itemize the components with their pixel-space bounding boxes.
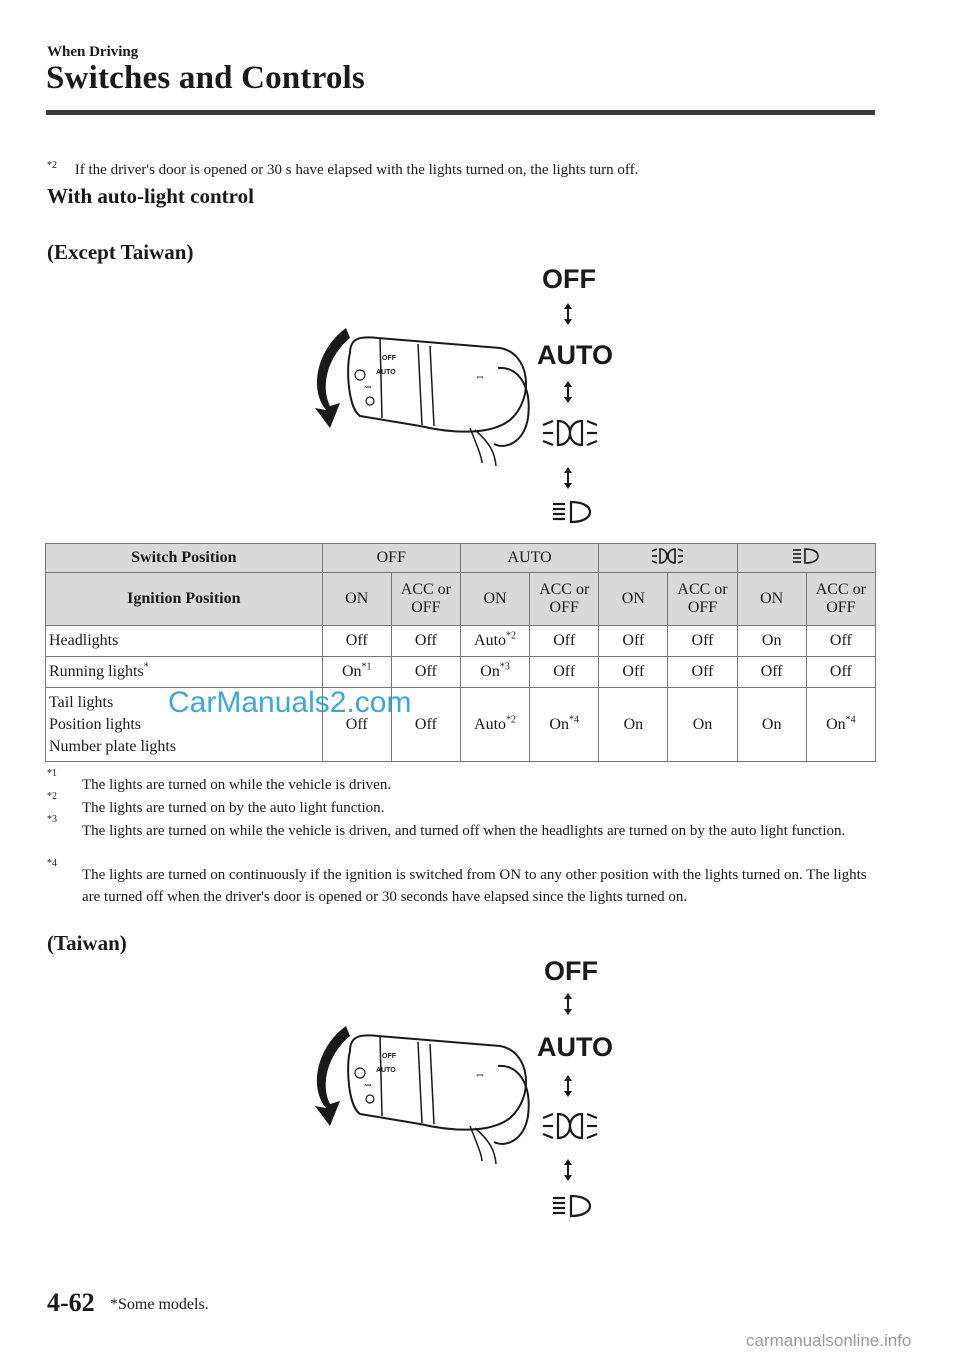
- table-cell: On$^{*3}$: [460, 657, 529, 688]
- table-row: [46, 626, 876, 657]
- table-cell: Off: [737, 657, 806, 688]
- stalk-auto-label: AUTO: [376, 1067, 396, 1074]
- table-cell: Off: [530, 657, 599, 688]
- off-label: OFF: [544, 956, 598, 986]
- ignition-row: [46, 573, 876, 626]
- table-cell: Off: [322, 688, 391, 762]
- table-cell: Auto$^{*2}$: [460, 626, 529, 657]
- table-cell: Off: [530, 626, 599, 657]
- switch-stalk: [348, 337, 529, 466]
- page-title: Switches and Controls: [46, 60, 365, 96]
- footnote: *2 The lights are turned on by the auto light function.: [47, 797, 877, 819]
- stalk-auto-label: AUTO: [376, 369, 396, 376]
- ignition-col: ON: [737, 573, 806, 626]
- arrow-updown-icon: [564, 993, 572, 1015]
- footnote: *1 The lights are turned on while the vehicle is driven.: [47, 774, 877, 796]
- row-label-tail-lights: Tail lights Position lights Number plate lights: [46, 688, 323, 762]
- table-cell: On$^{*4}$: [806, 688, 875, 762]
- light-switch-diagram-taiwan: [300, 948, 640, 1223]
- header-rule: [46, 110, 875, 115]
- watermark-text: CarManuals2.com: [168, 686, 412, 719]
- parking-light-header: [599, 544, 737, 573]
- heading-except-taiwan: (Except Taiwan): [47, 240, 194, 264]
- parking-light-icon: [543, 421, 597, 445]
- headlight-icon: [553, 1196, 590, 1216]
- rotation-arrow-icon: [315, 328, 350, 428]
- ignition-col: ACC or OFF: [391, 573, 460, 626]
- table-cell: Off: [391, 626, 460, 657]
- table-cell: Off: [668, 657, 737, 688]
- table-cell: Auto$^{*2}$: [460, 688, 529, 762]
- footnote-text: The lights are turned on while the vehicle is driven.: [82, 777, 392, 793]
- ignition-col: ACC or OFF: [806, 573, 875, 626]
- switch-position-header: Switch Position: [46, 544, 323, 573]
- stalk-parking-icon: ⇝: [364, 382, 372, 392]
- footnote-mark: *2: [47, 160, 57, 171]
- stalk-lane-icon: ⇔: [474, 1067, 486, 1081]
- table-cell: On: [668, 688, 737, 762]
- heading-taiwan: (Taiwan): [47, 931, 127, 955]
- section-label: When Driving: [47, 44, 139, 60]
- ignition-col: ACC or OFF: [668, 573, 737, 626]
- headlight-header: [737, 544, 875, 573]
- ignition-col: ON: [460, 573, 529, 626]
- auto-header: AUTO: [460, 544, 598, 573]
- footnote-text: If the driver's door is opened or 30 s have elapsed with the lights turned on, the lights turn off.: [74, 162, 639, 178]
- arrow-updown-icon: [564, 381, 572, 403]
- table-cell: On: [737, 626, 806, 657]
- table-cell: On$^{*4}$: [530, 688, 599, 762]
- headlight-icon: [791, 547, 821, 565]
- arrow-updown-icon: [564, 467, 572, 489]
- table-cell: Off: [322, 626, 391, 657]
- row-label-headlights: Headlights: [46, 626, 323, 657]
- table-cell: Off: [806, 657, 875, 688]
- table-cell: Off: [391, 657, 460, 688]
- footnote-text: The lights are turned on continuously if the ignition is switched from ON to any other position with the lights turned on. The lights are turned off when the driver's door is opened or 30 seconds have elapsed since the lights turned on.: [82, 867, 867, 905]
- off-header: OFF: [322, 544, 460, 573]
- parking-light-icon: [651, 547, 685, 565]
- page-number: 4-62: [47, 1288, 95, 1317]
- table-cell: Off: [599, 626, 668, 657]
- arrow-updown-icon: [564, 1159, 572, 1181]
- arrow-updown-icon: [564, 1075, 572, 1097]
- ignition-col: ON: [599, 573, 668, 626]
- light-status-table: [45, 543, 876, 762]
- footnote-text: The lights are turned on by the auto light function.: [82, 800, 385, 816]
- arrow-updown-icon: [564, 303, 572, 325]
- stalk-lane-icon: ⇔: [474, 369, 486, 383]
- table-row: [46, 657, 876, 688]
- footnote: *4 The lights are turned on continuously if the ignition is switched from ON to any other position with the lights turned on. The lights are turned off when the driver's door is opened or 30 seconds have elapsed since the lights turned on.: [47, 864, 877, 908]
- stalk-off-label: OFF: [382, 355, 396, 362]
- some-models-note: *Some models.: [110, 1296, 209, 1313]
- footnote-text: The lights are turned on while the vehicle is driven, and turned off when the headlights are turned on by the auto light function.: [82, 823, 846, 839]
- footnote: *3 The lights are turned on while the vehicle is driven, and turned off when the headlights are turned on by the auto light function.: [47, 820, 877, 842]
- table-header-row: [46, 544, 876, 573]
- auto-label: AUTO: [537, 340, 614, 370]
- ignition-col: ON: [322, 573, 391, 626]
- heading-auto-light: With auto-light control: [47, 184, 254, 208]
- parking-light-icon: [543, 1114, 597, 1138]
- table-cell: On: [737, 688, 806, 762]
- off-label: OFF: [542, 264, 596, 294]
- table-cell: Off: [668, 626, 737, 657]
- switch-stalk: [348, 1035, 529, 1164]
- light-switch-diagram: [300, 258, 640, 530]
- stalk-parking-icon: ⇝: [364, 1080, 372, 1090]
- table-cell: Off: [391, 688, 460, 762]
- table-cell: On$^{*1}$: [322, 657, 391, 688]
- stalk-off-label: OFF: [382, 1053, 396, 1060]
- table-cell: On: [599, 688, 668, 762]
- ignition-col: ACC or OFF: [530, 573, 599, 626]
- top-footnote: [47, 162, 638, 179]
- ignition-position-header: Ignition Position: [46, 573, 323, 626]
- table-cell: Off: [599, 657, 668, 688]
- watermark-corner: carmanualsonline.info: [746, 1331, 912, 1350]
- rotation-arrow-icon: [315, 1026, 350, 1126]
- row-label-running-lights: Running lights*: [46, 657, 323, 688]
- headlight-icon: [553, 502, 590, 522]
- auto-label: AUTO: [537, 1032, 614, 1062]
- table-cell: Off: [806, 626, 875, 657]
